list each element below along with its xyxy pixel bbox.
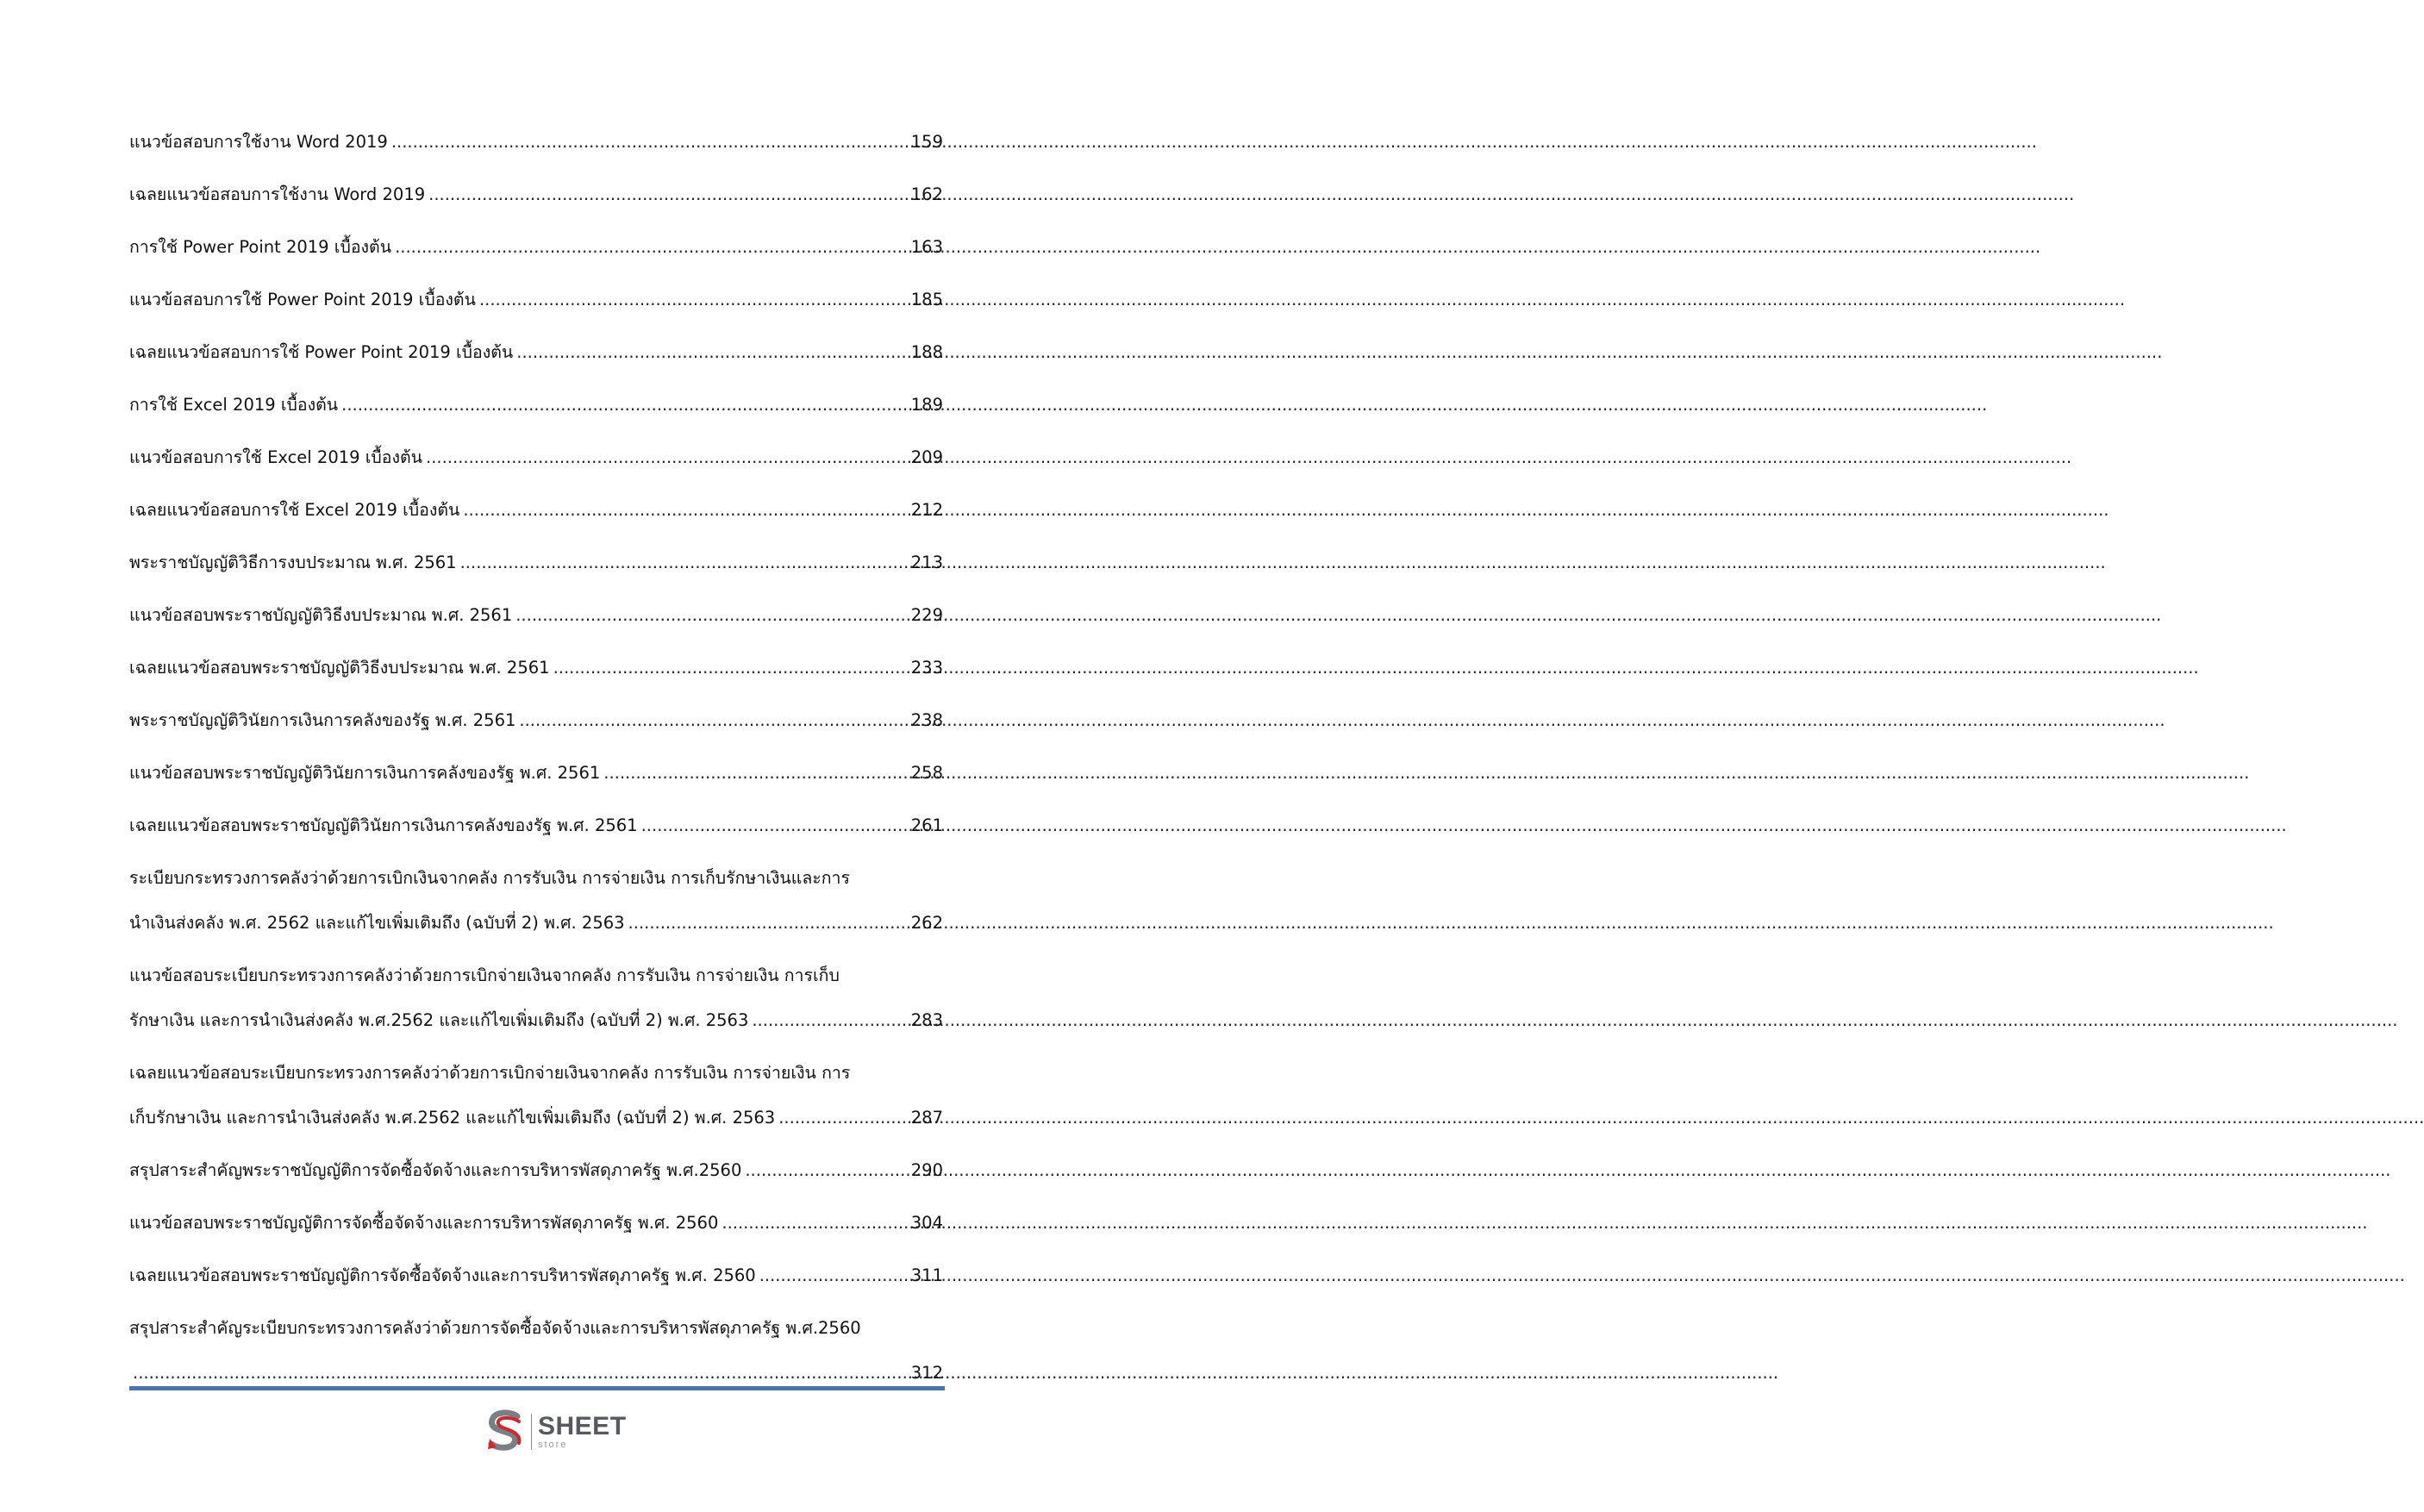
toc-entry[interactable]: [129, 1317, 943, 1415]
toc-entry-title: เฉลยแนวข้อสอบพระราชบัญญัติวิธีงบประมาณ พ.ศ. 2561: [129, 658, 550, 678]
toc-entry-title: การใช้ Power Point 2019 เบื้องต้น: [129, 237, 392, 257]
toc-entry[interactable]: [129, 965, 943, 1062]
toc-entry-line: [129, 499, 943, 521]
toc-entry-title: แนวข้อสอบพระราชบัญญัติวิธีงบประมาณ พ.ศ. 2561: [129, 605, 513, 625]
toc-entry-title: พระราชบัญญัติวินัยการเงินการคลังของรัฐ พ.ศ. 2561: [129, 710, 516, 730]
dot-leader: [516, 341, 908, 363]
toc-entry-line: [129, 709, 943, 731]
dot-leader: [341, 394, 908, 415]
toc-entry-page-number: 213: [910, 553, 943, 572]
toc-entry-title: สรุปสาระสำคัญพระราชบัญญัติการจัดซื้อจัดจ้างและการบริหารพัสดุภาครัฐ พ.ศ.2560: [129, 1160, 742, 1180]
toc-entry-page-number: 258: [910, 763, 943, 783]
toc-entry-line: [129, 552, 943, 573]
toc-entry-line: [129, 762, 943, 784]
toc-entry-title: เฉลยแนวข้อสอบการใช้งาน Word 2019: [129, 184, 426, 204]
toc-entry-line: [129, 131, 943, 153]
toc-entry-title: พระราชบัญญัติวิธีการงบประมาณ พ.ศ. 2561: [129, 553, 457, 572]
toc-entry-title: แนวข้อสอบพระราชบัญญัติวินัยการเงินการคลังของรัฐ พ.ศ. 2561: [129, 763, 601, 783]
toc-entry-line: [129, 1159, 943, 1181]
toc-entry-title: เฉลยแนวข้อสอบการใช้ Power Point 2019 เบื้องต้น: [129, 342, 514, 362]
toc-entry-page-number: 212: [910, 500, 943, 520]
toc-entry[interactable]: [129, 131, 943, 184]
toc-entry[interactable]: [129, 709, 943, 762]
toc-entry[interactable]: [129, 1159, 943, 1212]
dot-leader: [426, 447, 908, 468]
toc-entry[interactable]: [129, 1212, 943, 1265]
toc-entry-page-number: 311: [910, 1265, 943, 1285]
toc-entry-title: เฉลยแนวข้อสอบการใช้ Excel 2019 เบื้องต้น: [129, 500, 460, 520]
toc-entry-page-number: 229: [910, 605, 943, 625]
toc-entry-title-line1: สรุปสาระสำคัญระเบียบกระทรวงการคลังว่าด้วยการจัดซื้อจัดจ้างและการบริหารพัสดุภาครัฐ พ.ศ.2560: [129, 1318, 861, 1338]
toc-entry-title: การใช้ Excel 2019 เบื้องต้น: [129, 395, 339, 415]
toc-entry-page-number: 287: [910, 1108, 943, 1128]
toc-entry-title: นำเงินส่งคลัง พ.ศ. 2562 และแก้ไขเพิ่มเติมถึง (ฉบับที่ 2) พ.ศ. 2563: [129, 913, 625, 933]
dot-leader: [463, 499, 907, 521]
toc-entry-page-number: 159: [910, 132, 943, 152]
toc-entry[interactable]: [129, 499, 943, 552]
toc-entry[interactable]: [129, 1062, 943, 1159]
dot-leader: [628, 912, 908, 934]
dot-leader: [395, 236, 908, 258]
toc-entry-page-number: 304: [910, 1213, 943, 1233]
toc-entry-line: [129, 604, 943, 626]
toc-entry-page-number: 233: [910, 658, 943, 678]
toc-entry[interactable]: [129, 657, 943, 709]
toc-entry-page-number: 162: [910, 184, 943, 204]
toc-entry-line: [129, 184, 943, 205]
toc-entry-line: [129, 815, 943, 836]
toc-entry-page-number: 238: [910, 710, 943, 730]
dot-leader: [515, 604, 908, 626]
toc-entry-page-number: 189: [910, 395, 943, 415]
toc-entry-line: [129, 657, 943, 678]
dot-leader: [391, 131, 908, 153]
toc-entry[interactable]: [129, 341, 943, 394]
toc-entry-title: แนวข้อสอบการใช้งาน Word 2019: [129, 132, 388, 152]
brand-subname: store: [538, 1440, 568, 1450]
toc-entry-line: [129, 1107, 943, 1128]
toc-entry-title-line1: เฉลยแนวข้อสอบระเบียบกระทรวงการคลังว่าด้วยการเบิกจ่ายเงินจากคลัง การรับเงิน การจ่ายเงิน การ: [129, 1063, 851, 1083]
brand-name: SHEET: [538, 1412, 627, 1440]
toc-entry-title-line1: แนวข้อสอบระเบียบกระทรวงการคลังว่าด้วยการเบิกจ่ายเงินจากคลัง การรับเงิน การจ่ายเงิน การเก็บ: [129, 965, 840, 985]
dot-leader: [752, 1009, 907, 1031]
sheet-store-logo-icon: [484, 1409, 526, 1454]
toc-entry[interactable]: [129, 604, 943, 657]
dot-leader: [133, 1362, 908, 1384]
toc-entry-page-number: 262: [910, 913, 943, 933]
toc-entry-line: [129, 912, 943, 934]
dot-leader: [603, 762, 908, 784]
toc-entry-page-number: 283: [910, 1010, 943, 1030]
brand-separator: [531, 1414, 532, 1450]
toc-entry-title: เก็บรักษาเงิน และการนำเงินส่งคลัง พ.ศ.2562 และแก้ไขเพิ่มเติมถึง (ฉบับที่ 2) พ.ศ. 2563: [129, 1108, 776, 1128]
toc-entry[interactable]: [129, 762, 943, 815]
dot-leader: [460, 552, 908, 573]
footer-divider: [129, 1386, 945, 1390]
toc-entry-page-number: 185: [910, 290, 943, 309]
dot-leader: [519, 709, 907, 731]
toc-entry-line: [129, 394, 943, 415]
toc-entry[interactable]: [129, 236, 943, 289]
brand-wordmark: [538, 1414, 627, 1450]
toc-entry[interactable]: [129, 867, 943, 965]
table-of-contents: [129, 131, 943, 1415]
toc-entry-title: เฉลยแนวข้อสอบพระราชบัญญัติวินัยการเงินการคลังของรัฐ พ.ศ. 2561: [129, 815, 638, 835]
dot-leader: [778, 1107, 908, 1128]
toc-entry-title: แนวข้อสอบการใช้ Excel 2019 เบื้องต้น: [129, 447, 423, 467]
toc-entry[interactable]: [129, 815, 943, 867]
toc-entry-line: [129, 289, 943, 310]
toc-entry-page-number: 209: [910, 447, 943, 467]
toc-entry[interactable]: [129, 289, 943, 341]
toc-entry-title: แนวข้อสอบพระราชบัญญัติการจัดซื้อจัดจ้างและการบริหารพัสดุภาครัฐ พ.ศ. 2560: [129, 1213, 719, 1233]
dot-leader: [553, 657, 908, 678]
dot-leader: [745, 1159, 907, 1181]
dot-leader: [722, 1212, 907, 1234]
dot-leader: [759, 1265, 908, 1286]
toc-entry-page-number: 312: [910, 1363, 943, 1383]
toc-entry[interactable]: [129, 394, 943, 447]
toc-entry-line: [129, 447, 943, 468]
dot-leader: [641, 815, 908, 836]
toc-entry[interactable]: [129, 184, 943, 236]
toc-entry[interactable]: [129, 1265, 943, 1317]
toc-entry-line: [129, 236, 943, 258]
brand-logo: [484, 1407, 640, 1457]
toc-entry-line: [129, 1212, 943, 1234]
toc-entry-page-number: 290: [910, 1160, 943, 1180]
toc-entry[interactable]: [129, 447, 943, 499]
toc-entry-line: [129, 341, 943, 363]
toc-entry-page-number: 163: [910, 237, 943, 257]
toc-entry-title: แนวข้อสอบการใช้ Power Point 2019 เบื้องต้น: [129, 290, 476, 309]
toc-entry-title: เฉลยแนวข้อสอบพระราชบัญญัติการจัดซื้อจัดจ้างและการบริหารพัสดุภาครัฐ พ.ศ. 2560: [129, 1265, 756, 1285]
toc-entry-title-line1: ระเบียบกระทรวงการคลังว่าด้วยการเบิกเงินจากคลัง การรับเงิน การจ่ายเงิน การเก็บรักษาเงินและการ: [129, 868, 850, 888]
dot-leader: [479, 289, 908, 310]
toc-entry-line: [129, 1265, 943, 1286]
toc-entry-page-number: 188: [910, 342, 943, 362]
toc-entry-title: รักษาเงิน และการนำเงินส่งคลัง พ.ศ.2562 และแก้ไขเพิ่มเติมถึง (ฉบับที่ 2) พ.ศ. 2563: [129, 1010, 749, 1030]
dot-leader: [428, 184, 908, 205]
toc-entry-line: [129, 1009, 943, 1031]
toc-entry[interactable]: [129, 552, 943, 604]
toc-entry-line: [129, 1362, 943, 1384]
toc-entry-page-number: 261: [910, 815, 943, 835]
